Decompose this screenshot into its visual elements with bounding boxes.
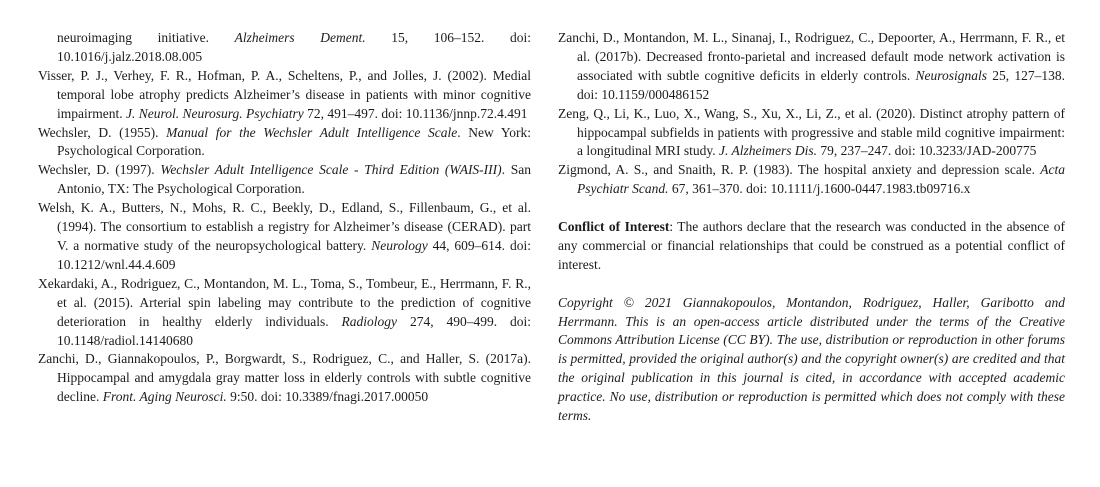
reference-source-title: Front. Aging Neurosci. (102, 389, 227, 405)
reference-entry (38, 67, 531, 124)
reference-source-title: Radiology (341, 313, 398, 329)
reference-text: 72, 491–497. doi: 10.1136/jnnp.72.4.491 (303, 105, 528, 121)
reference-text: 44, 609–614. doi: 10.1212/wnl.44.4.609 (57, 237, 531, 272)
conflict-of-interest-label: Conflict of Interest (558, 219, 670, 235)
reference-text: 25, 127–138. doi: 10.1159/000486152 (577, 67, 1066, 102)
reference-entry (38, 275, 531, 351)
reference-text: Zigmond, A. S., and Snaith, R. P. (1983). The hospital anxiety and depression scale. (558, 162, 1041, 178)
reference-text: Xekardaki, A., Rodriguez, C., Montandon, M. L., Toma, S., Tombeur, E., Herrmann, F. R., et al. (2015). Arterial spin labeling may contribute to the prediction of cognitive deterioration in healthy elderly individuals. (38, 275, 531, 329)
reference-text: 67, 361–370. doi: 10.1111/j.1600-0447.1983.tb09716.x (668, 181, 971, 197)
reference-source-title: Neurology (371, 237, 428, 253)
reference-entry (38, 199, 531, 275)
reference-source-title: J. Neurol. Neurosurg. Psychiatry (125, 105, 304, 121)
reference-entry (38, 161, 531, 199)
copyright-paragraph: Copyright © 2021 Giannakopoulos, Montandon, Rodriguez, Haller, Garibotto and Herrmann. This is an open-access article distributed under the terms of the Creative Commons Attribution License (CC BY). The use, distribution or reproduction in other forums is permitted, provided the original author(s) and the copyright owner(s) are credited and that the original publication in this journal is cited, in accordance with accepted academic practice. No use, distribution or reproduction is permitted which does not comply with these terms. (558, 294, 1065, 424)
reference-entry (38, 124, 531, 162)
reference-source-title: Manual for the Wechsler Adult Intelligence Scale (166, 124, 458, 140)
reference-source-title: Acta Psychiatr Scand. (577, 162, 1065, 197)
reference-entry (38, 29, 531, 67)
reference-text: Zanchi, D., Giannakopoulos, P., Borgwardt, S., Rodriguez, C., and Haller, S. (2017a). Hippocampal and amygdala gray matter loss in elderly controls with subtle cognitive decline. (38, 351, 531, 405)
conflict-of-interest-paragraph (558, 218, 1065, 275)
reference-text: . New York: Psychological Corporation. (57, 124, 531, 159)
reference-source-title: Wechsler Adult Intelligence Scale - Third Edition (WAIS-III) (160, 162, 502, 178)
reference-text: . San Antonio, TX: The Psychological Corporation. (57, 162, 531, 197)
reference-text: neuroimaging initiative. (57, 30, 235, 45)
reference-text: Wechsler, D. (1997). (38, 162, 161, 178)
reference-entry (558, 161, 1065, 199)
reference-text: Visser, P. J., Verhey, F. R., Hofman, P. A., Scheltens, P., and Jolles, J. (2002). Medial temporal lobe atrophy predicts Alzheimer’s disease in patients with minor cognitive impairment. (38, 67, 531, 121)
reference-text: Welsh, K. A., Butters, N., Mohs, R. C., Beekly, D., Edland, S., Fillenbaum, G., et al. (1994). The consortium to establish a registry for Alzheimer’s disease (CERAD). part V. a normative study of the neuropsychological battery. (38, 200, 531, 253)
reference-source-title: J. Alzheimers Dis. (719, 143, 817, 159)
references-column-left (38, 29, 531, 467)
reference-text: 274, 490–499. doi: 10.1148/radiol.14140680 (57, 313, 531, 348)
reference-entry (558, 29, 1065, 105)
reference-text: 79, 237–247. doi: 10.3233/JAD-200775 (817, 143, 1037, 159)
reference-source-title: Neurosignals (915, 67, 988, 83)
references-column-right (558, 29, 1065, 467)
reference-source-title: Alzheimers Dement. (234, 30, 366, 45)
reference-text: Wechsler, D. (1955). (38, 124, 167, 140)
reference-entry (558, 105, 1065, 162)
reference-text: 9:50. doi: 10.3389/fnagi.2017.00050 (226, 389, 429, 405)
references-list-right (558, 29, 1065, 199)
reference-text: Zeng, Q., Li, K., Luo, X., Wang, S., Xu, X., Li, Z., et al. (2020). Distinct atrophy pattern of hippocampal subfields in patients with progressive and stable mild cognitive impairment: a longitudinal MRI study. (558, 105, 1065, 159)
reference-text: Zanchi, D., Montandon, M. L., Sinanaj, I., Rodriguez, C., Depoorter, A., Herrmann, F. R., et al. (2017b). Decreased fronto-parietal and increased default mode network activation is associated with subtle cognitive deficits in elderly controls. (558, 30, 1065, 83)
conflict-of-interest-text: : The authors declare that the research was conducted in the absence of any commercial or financial relationships that could be construed as a potential conflict of interest. (558, 219, 1065, 272)
reference-text: 15, 106–152. doi: 10.1016/j.jalz.2018.08.005 (57, 30, 531, 64)
reference-entry (38, 350, 531, 407)
